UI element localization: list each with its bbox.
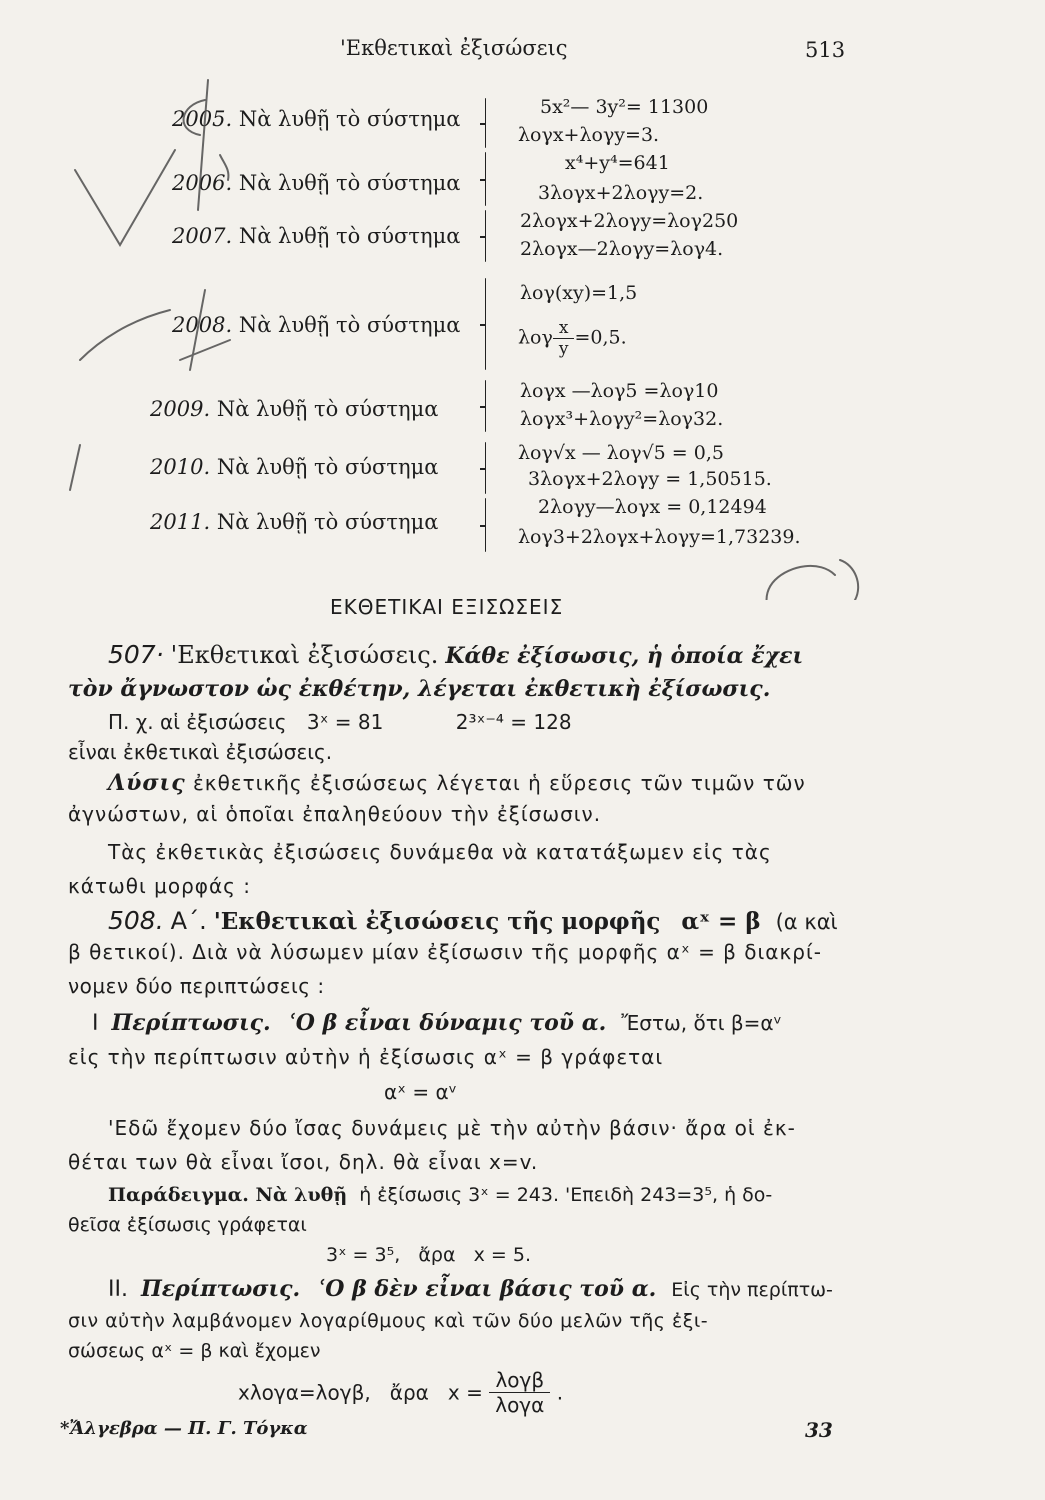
solution-term: Λύσις [108, 770, 186, 796]
problem-number: 2008. [172, 313, 233, 337]
text-line: β θετικοί). Διὰ νὰ λύσωμεν μίαν ἐξίσωσιν τῆς μορφῆς αˣ = β διακρί- [68, 940, 822, 964]
paragraph-number: 508. [108, 906, 164, 935]
equation: 3λογx+2λογy=2. [538, 182, 704, 204]
equation: λογx+λογy=3. [518, 124, 660, 146]
final-equation: xλογα=λογβ, ἄρα x = $\frac{\text{λογβ}}{\text{λογα}}$ . [238, 1368, 564, 1417]
equation: 2λογy—λογx = 0,12494 [538, 496, 767, 518]
equation: λογx³+λογy²=λογ32. [520, 408, 724, 430]
running-header: 'Εκθετικαὶ ἐξισώσεις [340, 36, 568, 60]
equation: 2λογx—2λογy=λογ4. [520, 238, 724, 260]
text-line: σιν αὐτὴν λαμβάνομεν λογαρίθμους καὶ τῶν δύο μελῶν τῆς ἐξι- [68, 1310, 709, 1332]
handwritten-marks-icon [60, 60, 900, 600]
equation: λογx —λογ5 =λογ10 [520, 380, 719, 402]
footer-sheet-number: 33 [805, 1418, 833, 1442]
example-equation: 2³ˣ⁻⁴ = 128 [455, 710, 572, 734]
problem-text: Νὰ λυθῇ τὸ σύστημα [216, 397, 439, 421]
text-line: σώσεως αˣ = β καὶ ἔχομεν [68, 1340, 321, 1362]
paragraph-number: 507· [108, 640, 164, 669]
definition-text: Κάθε ἐξίσωσις, ἡ ὁποία ἔχει [445, 643, 804, 669]
form-equation: αˣ = β [681, 908, 761, 935]
equation: λογ3+2λογx+λογy=1,73239. [518, 526, 801, 548]
solution-line: Λύσις ἐκθετικῆς ἐξισώσεως λέγεται ἡ εὕρεσις τῶν τιμῶν τῶν [108, 770, 806, 796]
problem-number: 2010. [150, 455, 211, 479]
equation: 5x²— 3y²= 11300 [540, 96, 709, 118]
equation: λογ√x — λογ√5 = 0,5 [518, 442, 724, 464]
problem-number: 2011. [150, 510, 211, 534]
equation: x⁴+y⁴=641 [565, 152, 670, 174]
example-term: Παράδειγμα. Νὰ λυθῇ [108, 1184, 348, 1206]
footer-book-title: *Ἄλγεβρα — Π. Γ. Τόγκα [60, 1418, 308, 1439]
equation: λογ(xy)=1,5 [520, 282, 638, 304]
equation: 3ˣ = 3⁵, ἄρα x = 5. [326, 1244, 531, 1266]
example-heading: Παράδειγμα. Νὰ λυθῇ ἡ ἐξίσωσις 3ˣ = 243. 'Επειδὴ 243=3⁵, ἡ δο- [108, 1184, 773, 1206]
equation: αˣ = αᵛ [384, 1080, 458, 1104]
problem-text: Νὰ λυθῇ τὸ σύστημα [216, 510, 439, 534]
problem-number: 2006. [172, 171, 233, 195]
case-title: ʿΟ β εἶναι δύναμις τοῦ α. [287, 1010, 607, 1036]
example-equation: 3ˣ = 81 [306, 710, 384, 734]
solution-line: ἀγνώστων, αἱ ὁποῖαι ἐπαληθεύουν τὴν ἐξίσωσιν. [68, 802, 602, 826]
example-line: Π. χ. αἱ ἐξισώσεις 3ˣ = 81 2³ˣ⁻⁴ = 128 [108, 710, 572, 734]
text-line: 'Εδῶ ἔχομεν δύο ἴσας δυνάμεις μὲ τὴν αὐτὴν βάσιν· ἄρα οἱ ἐκ- [108, 1116, 796, 1140]
problem-number: 2005. [172, 107, 233, 131]
problem-number: 2007. [172, 224, 233, 248]
text-line: θέται των θὰ εἶναι ἴσοι, δηλ. θὰ εἶναι x=v. [68, 1150, 539, 1174]
paragraph-heading: 'Εκθετικαὶ ἐξισώσεις τῆς μορφῆς [213, 908, 661, 935]
problem-number: 2009. [150, 397, 211, 421]
paragraph-heading: 'Εκθετικαὶ ἐξισώσεις. [170, 641, 439, 669]
classification-line: κάτωθι μορφάς : [68, 874, 251, 898]
example-suffix: εἶναι ἐκθετικαὶ ἐξισώσεις. [68, 740, 333, 764]
text-line: θεῖσα ἐξίσωσις γράφεται [68, 1214, 307, 1236]
paragraph-507-heading [108, 640, 803, 669]
problem-text: Νὰ λυθῇ τὸ σύστημα [238, 107, 461, 131]
definition-line: τὸν ἄγνωστον ὡς ἐκθέτην, λέγεται ἐκθετικὴ ἐξίσωσις. [68, 676, 771, 702]
problem-text: Νὰ λυθῇ τὸ σύστημα [216, 455, 439, 479]
equation: 3λογx+2λογy = 1,50515. [528, 468, 772, 490]
problem-text: Νὰ λυθῇ τὸ σύστημα [238, 171, 461, 195]
case-label: Α΄. [170, 907, 207, 935]
page-number: 513 [805, 38, 846, 62]
classification-line: Τὰς ἐκθετικὰς ἐξισώσεις δυνάμεθα νὰ κατατάξωμεν εἰς τὰς [108, 840, 772, 864]
case-term: Περίπτωσις. [140, 1276, 301, 1302]
problem-text: Νὰ λυθῇ τὸ σύστημα [238, 313, 461, 337]
section-title: ΕΚΘΕΤΙΚΑΙ ΕΞΙΣΩΣΕΙΣ [330, 595, 564, 619]
case-2-heading: ΙΙ. Περίπτωσις. ʿΟ β δὲν εἶναι βάσις τοῦ α. Εἰς τὴν περίπτω- [108, 1276, 833, 1302]
problem-text: Νὰ λυθῇ τὸ σύστημα [238, 224, 461, 248]
text-line: νομεν δύο περιπτώσεις : [68, 974, 325, 998]
case-1-heading: Ι Περίπτωσις. ʿΟ β εἶναι δύναμις τοῦ α. Ἔστω, ὅτι β=αᵛ [92, 1010, 782, 1036]
equation-fraction: λογ $\frac{x}{y}$ =0,5. [518, 318, 627, 359]
case-term: Περίπτωσις. [111, 1010, 271, 1036]
text-line: εἰς τὴν περίπτωσιν αὐτὴν ἡ ἐξίσωσις αˣ = β γράφεται [68, 1045, 664, 1069]
case-title: ʿΟ β δὲν εἶναι βάσις τοῦ α. [317, 1276, 657, 1302]
paragraph-508-heading: 508. Α΄. 'Εκθετικαὶ ἐξισώσεις τῆς μορφῆς αˣ = β (α καὶ [108, 906, 838, 935]
equation: 2λογx+2λογy=λογ250 [520, 210, 739, 232]
